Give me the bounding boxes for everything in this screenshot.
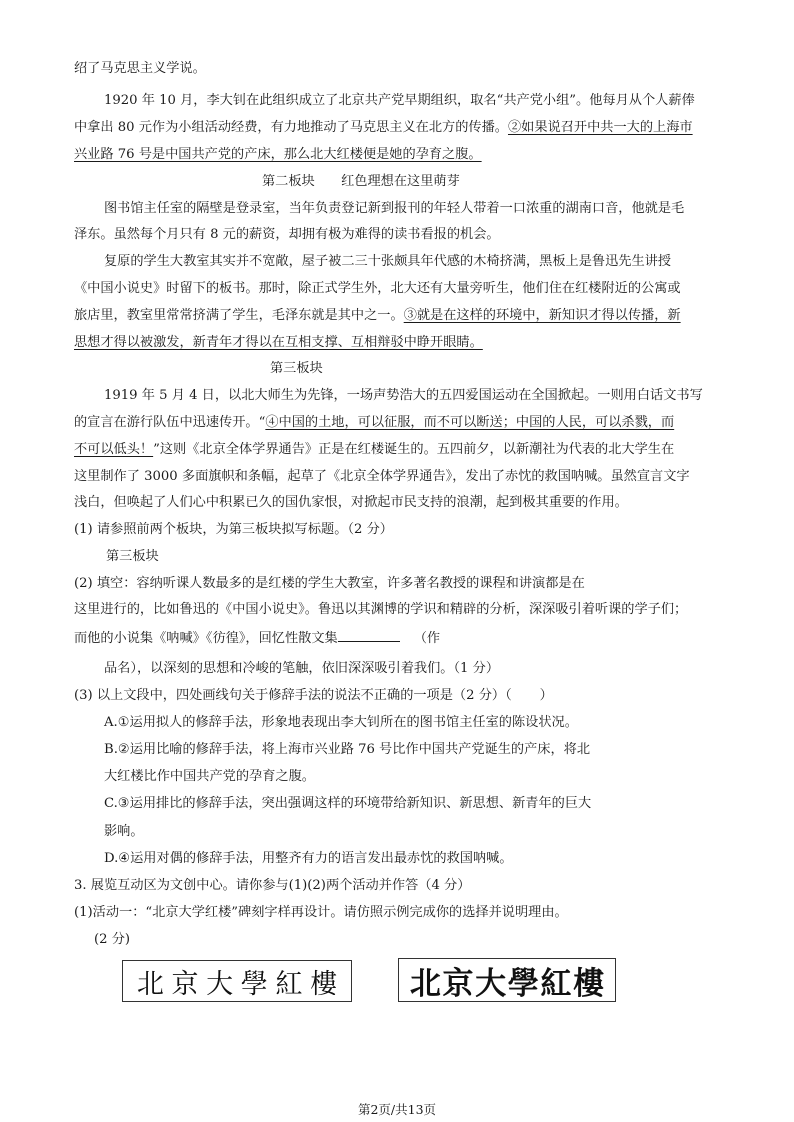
underlined-sentence-2: ②如果说召开中共一大的上海市 bbox=[507, 120, 693, 135]
underlined-sentence-2-cont: 兴业路 76 号是中国共产党的产床，那么北大红楼便是她的孕育之腹。 bbox=[74, 147, 482, 162]
text-line: 泽东。虽然每个月只有 8 元的薪资，却拥有极为难得的读书看报的机会。 bbox=[74, 227, 500, 242]
calligraphy-char: 大 bbox=[206, 968, 234, 1000]
text-segment: 的宣言在游行队伍中迅速传开。“ bbox=[74, 415, 266, 430]
page-number: 第2页/共13页 bbox=[357, 1102, 437, 1117]
text-line bbox=[74, 119, 693, 137]
text-line: 浅白，但唤起了人们心中积累已久的国仇家恨，对掀起市民支持的浪潮，起到极其重要的作用。 bbox=[74, 495, 628, 510]
text-line: 图书馆主任室的隔壁是登录室，当年负责登记新到报刊的年轻人带着一口浓重的湖南口音，他就是毛 bbox=[104, 201, 685, 216]
text-line: 这里制作了 3000 多面旗帜和条幅，起草了《北京全体学界通告》，发出了赤忱的救国呐喊。虽然宣言文字 bbox=[74, 469, 690, 484]
option-a: A.①运用拟人的修辞手法，形象地表现出李大钊所在的图书馆主任室的陈设状况。 bbox=[104, 715, 578, 730]
calligraphy-char: 北 bbox=[409, 965, 441, 1002]
question-2: (2) 填空：容纳听课人数最多的是红楼的学生大教室，许多著名教授的课程和讲演都是在 bbox=[74, 576, 585, 591]
text-segment: 而他的小说集《呐喊》《彷徨》，回忆性散文集 bbox=[74, 631, 338, 646]
activity-1: (1)活动一：“北京大学红楼”碑刻字样再设计。请仿照示例完成你的选择并说明理由。 bbox=[74, 905, 568, 920]
calligraphy-char: 樓 bbox=[573, 965, 605, 1002]
text-line bbox=[74, 307, 681, 325]
option-c: C.③运用排比的修辞手法，突出强调这样的环境带给新知识、新思想、新青年的巨大 bbox=[104, 796, 592, 811]
question-1: (1) 请参照前两个板块，为第三板块拟写标题。（2 分） bbox=[74, 522, 393, 537]
calligraphy-char: 紅 bbox=[540, 965, 572, 1002]
text-line: 绍了马克思主义学说。 bbox=[74, 61, 206, 76]
underlined-sentence-4-cont: 不可以低头！ bbox=[74, 442, 154, 457]
text-line: 《中国小说史》时留下的板书。那时，除正式学生外，北大还有大量旁听生，他们住在红楼附近的公寓或 bbox=[74, 281, 681, 296]
underlined-sentence-4: ④中国的土地，可以征服，而不可以断送；中国的人民，可以杀戮，而 bbox=[265, 415, 675, 430]
section-title-2: 第二板块 红色理想在这里萌芽 bbox=[262, 174, 460, 189]
section-title-3: 第三板块 bbox=[270, 361, 323, 376]
text-segment: ”这则《北京全体学界通告》正是在红楼诞生的。五四前夕，以新潮社为代表的北大学生在 bbox=[153, 442, 675, 457]
calligraphy-char: 京 bbox=[171, 968, 199, 1000]
calligraphy-char: 紅 bbox=[275, 968, 303, 1000]
option-b-cont: 大红楼比作中国共产党的孕育之腹。 bbox=[104, 769, 315, 784]
text-segment: 中拿出 80 元作为小组活动经费，有力地推动了马克思主义在北方的传播。 bbox=[74, 120, 508, 135]
calligraphy-sample-1[interactable] bbox=[122, 960, 352, 1002]
question-2-line: 这里进行的，比如鲁迅的《中国小说史》。鲁迅以其渊博的学识和精辟的分析，深深吸引着听课的学子们； bbox=[74, 602, 688, 617]
text-segment: (3) 以上文段中，四处画线句关于修辞手法的说法 bbox=[74, 688, 361, 703]
calligraphy-char: 樓 bbox=[310, 968, 338, 1000]
answer-blank[interactable] bbox=[338, 628, 400, 642]
text-line bbox=[74, 414, 674, 432]
answer-prefix: 第三板块 bbox=[106, 549, 159, 564]
text-line: 1920 年 10 月，李大钊在此组织成立了北京共产党早期组织，取名“共产党小组”。他每月从个人薪俸 bbox=[104, 93, 695, 108]
question-2-line: 品名），以深刻的思想和冷峻的笔触，依旧深深吸引着我们。（1 分） bbox=[104, 661, 500, 676]
calligraphy-char: 學 bbox=[507, 965, 539, 1002]
question-2-line bbox=[74, 628, 440, 648]
calligraphy-sample-2[interactable] bbox=[398, 958, 616, 1002]
underlined-sentence-3: ③就是在这样的环境中，新知识才得以传播，新 bbox=[403, 308, 681, 323]
option-d: D.④运用对偶的修辞手法，用整齐有力的语言发出最赤忱的救国呐喊。 bbox=[104, 851, 513, 866]
text-line: 1919 年 5 月 4 日，以北大师生为先锋，一场声势浩大的五四爱国运动在全国掀起。一则用白话文书写 bbox=[104, 388, 703, 403]
option-c-cont: 影响。 bbox=[104, 824, 144, 839]
calligraphy-char: 京 bbox=[442, 965, 474, 1002]
emphasis-dotted: 不正确 bbox=[360, 688, 401, 703]
text-segment: ） bbox=[539, 688, 553, 703]
option-b: B.②运用比喻的修辞手法，将上海市兴业路 76 号比作中国共产党诞生的产床，将北 bbox=[104, 742, 591, 757]
calligraphy-char: 大 bbox=[475, 965, 507, 1002]
text-segment: 旅店里，教室里常常挤满了学生，毛泽东就是其中之一。 bbox=[74, 308, 404, 323]
text-segment: 的一项是（2 分）（ bbox=[400, 688, 512, 703]
text-line bbox=[74, 441, 674, 459]
calligraphy-char: 北 bbox=[136, 968, 164, 1000]
activity-1-score: (2 分) bbox=[94, 932, 131, 947]
text-segment: （作 bbox=[413, 631, 441, 646]
text-line: 复原的学生大教室其实并不宽敞，屋子被二三十张颇具年代感的木椅挤满，黑板上是鲁迅先生讲授 bbox=[104, 254, 672, 269]
question-main-3: 3. 展览互动区为文创中心。请你参与(1)(2)两个活动并作答（4 分） bbox=[74, 878, 471, 893]
calligraphy-char: 學 bbox=[240, 968, 268, 1000]
question-3 bbox=[74, 687, 553, 705]
underlined-sentence-3-cont: 思想才得以被激发，新青年才得以在互相支撑、互相辩驳中睁开眼睛。 bbox=[74, 335, 483, 350]
